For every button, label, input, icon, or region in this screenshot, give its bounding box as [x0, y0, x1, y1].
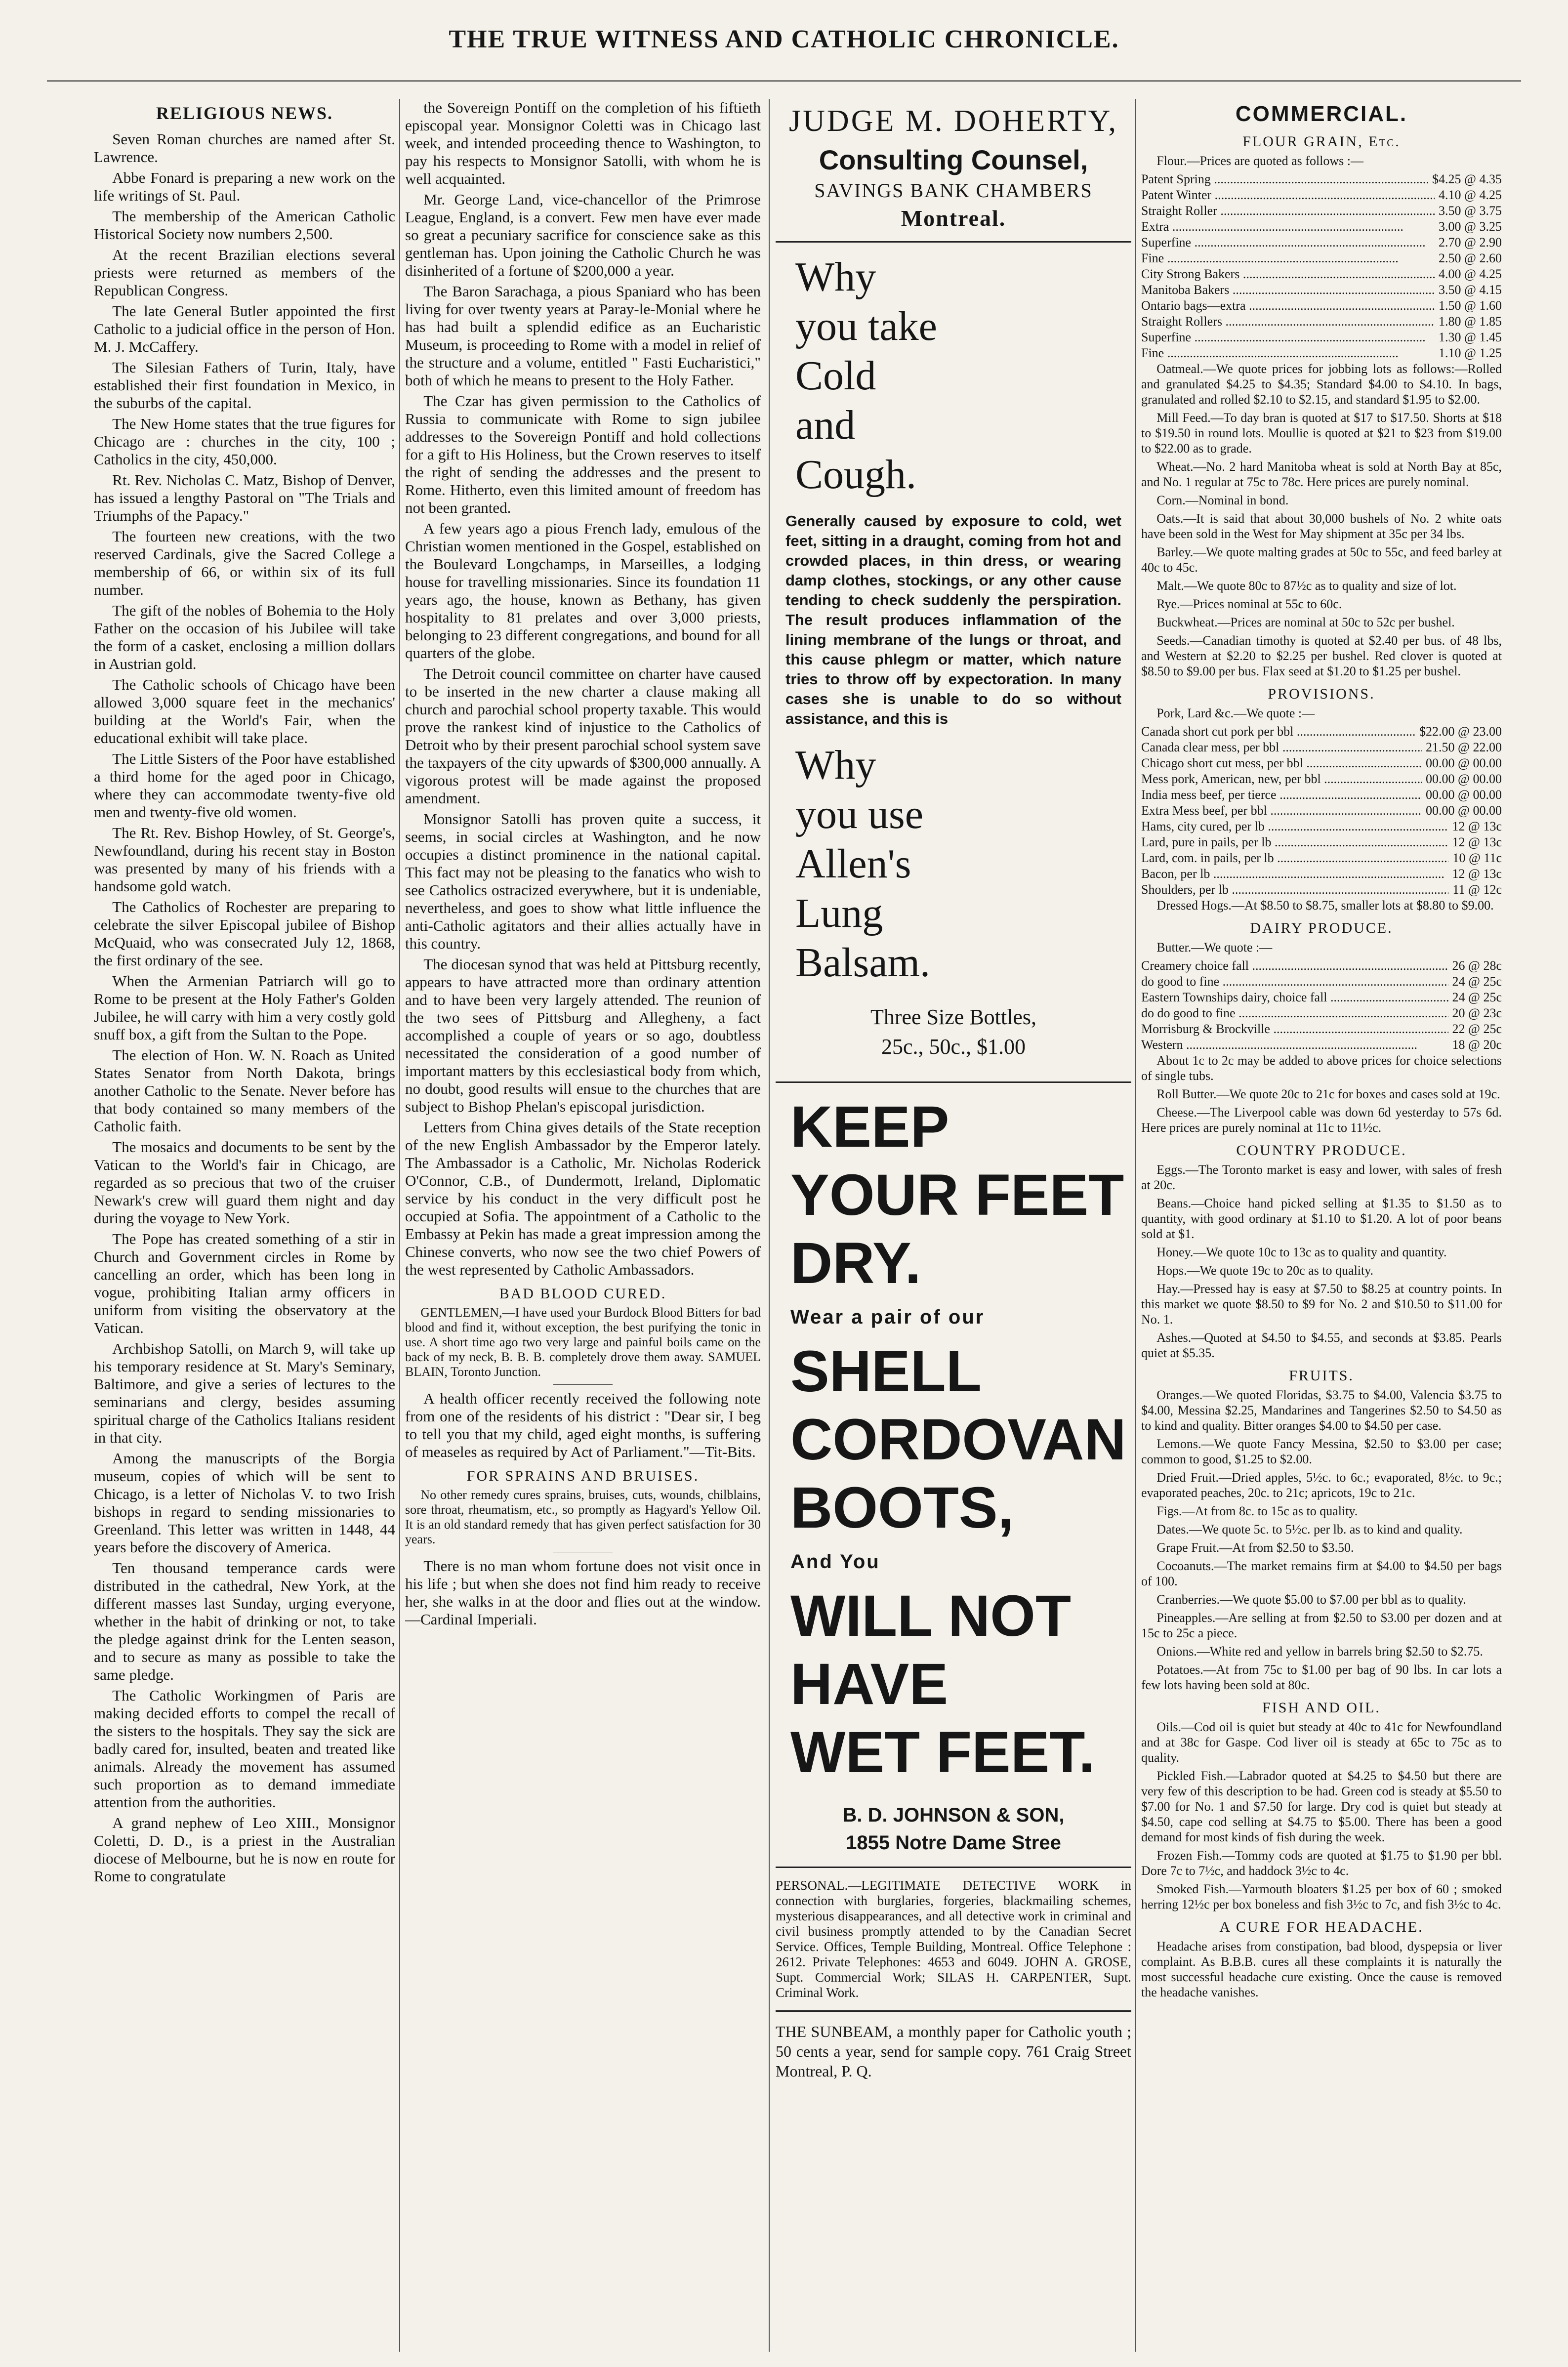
keep-line: KEEP	[790, 1094, 949, 1160]
ad-divider	[776, 1867, 1131, 1868]
provisions-price-row	[1141, 724, 1502, 740]
why-line: Why	[795, 742, 876, 788]
flour-price-row	[1141, 235, 1502, 250]
market-report: Buckwheat.—Prices are nominal at 50c to 52c per bushel.	[1156, 615, 1455, 629]
flour-price-row	[1141, 266, 1502, 282]
why-line: Cough.	[795, 452, 917, 498]
news-item: The Catholic schools of Chicago have been allowed 3,000 square feet in the mechanics' building at the World's Fair, when the educational exhibit will take place.	[94, 676, 395, 747]
news-item: Mr. George Land, vice-chancellor of the Primrose League, England, is a convert. Few men have ever made so great a pecuniary sacrifice for conscience sake as this gentleman has. Upon joining the Catholic Church he was disinherited of a fortune of $200,000 a year.	[405, 191, 761, 279]
item-name: Fine .....	[1141, 250, 1435, 266]
market-report: Figs.—At from 8c. to 15c as to quality.	[1156, 1504, 1358, 1518]
item-name: Superfine .....	[1141, 235, 1435, 250]
flour-price-row	[1141, 219, 1502, 235]
doherty-city: Montreal.	[901, 206, 1006, 231]
lung-balsam-body: Generally caused by exposure to cold, wet feet, sitting in a draught, coming from hot and crowded places, in thin dress, or wearing damp clothes, stockings, or any other cause tending to check suddenly the perspiration. The result produces inflammation of the lining membrane of the lungs or throat, and this cause phlegm or matter, which nature tries to throw off by expectoration. In many cases she is unable to do so without assistance, and this is	[785, 512, 1121, 727]
doherty-ad	[776, 104, 1131, 231]
market-report: Ashes.—Quoted at $4.50 to $4.55, and seconds at $3.85. Pearls quiet at $5.35.	[1141, 1330, 1502, 1360]
fruits-heading: FRUITS.	[1289, 1368, 1354, 1384]
news-item: The Little Sisters of the Poor have established a third home for the aged poor in Chicago, where they can accommodate twenty-five old men and twenty-five old women.	[94, 750, 395, 821]
provisions-price-row	[1141, 819, 1502, 834]
provisions-heading: PROVISIONS.	[1268, 686, 1375, 702]
item-name: Extra Mess beef, per bbl .....	[1141, 803, 1422, 819]
item-name: India mess beef, per tierce .....	[1141, 787, 1422, 803]
country-produce-heading: COUNTRY PRODUCE.	[1236, 1142, 1407, 1159]
provisions-intro: Pork, Lard &c.—We quote :—	[1156, 706, 1315, 720]
sprains-text: No other remedy cures sprains, bruises, cuts, wounds, chilblains, sore throat, rheumatism, etc., so promptly as Hagyard's Yellow Oil. It is an old standard remedy that has given perfect satisfaction for 30 years.	[405, 1488, 761, 1546]
lung-balsam-ad	[776, 252, 1131, 1062]
flour-price-row	[1141, 171, 1502, 187]
item-name: Canada short cut pork per bbl .....	[1141, 724, 1415, 740]
item-price: 3.50 @ 4.15	[1439, 283, 1502, 297]
column-divider	[1135, 99, 1136, 2352]
provisions-price-row	[1141, 834, 1502, 850]
news-item: Letters from China gives details of the State reception of the new English Ambassador by the Emperor lately. The Ambassador is a Catholic, Mr. Nicholas Roderick O'Connor, C.B., of Dundermott, Ireland, Diplomatic service by his conduct in the very difficult post he occupied at Sofia. The appointment of a Catholic to the Embassy at Pekin has made a great impression among the Chinese converts, who now see the two chief Powers of the west represented by Catholic Ambassadors.	[405, 1119, 761, 1278]
item-price: 1.80 @ 1.85	[1439, 314, 1502, 329]
bad-blood-text: GENTLEMEN,—I have used your Burdock Blood Bitters for bad blood and find it, without exception, the best purifying the tonic in use. A short time ago two very large and painful boils came on the back of my neck, B. B. B. completely drove them away. SAMUEL BLAIN, Toronto Junction.	[405, 1305, 761, 1379]
dressed-hogs: Dressed Hogs.—At $8.50 to $8.75, smaller lots at $8.80 to $9.00.	[1156, 898, 1494, 913]
market-report: Pineapples.—Are selling at from $2.50 to $3.00 per dozen and at 15c to 25c a piece.	[1141, 1611, 1502, 1640]
market-report: Potatoes.—At from 75c to $1.00 per bag of 90 lbs. In car lots a few lots having been sold at 80c.	[1141, 1662, 1502, 1692]
market-report: Seeds.—Canadian timothy is quoted at $2.40 per bus. of 48 lbs, and Western at $2.20 to $2.25 per bushel. Red clover is quoted at $8.50 to $9.00 per bus. Flax seed at $1.20 to $1.25 per bushel.	[1141, 633, 1502, 678]
item-name: Bacon, per lb .....	[1141, 866, 1448, 882]
item-name: Fine .....	[1141, 345, 1435, 361]
item-price: 11 @ 12c	[1452, 882, 1502, 897]
why-line: Cold	[795, 353, 876, 399]
market-report: Onions.—White red and yellow in barrels bring $2.50 to $2.75.	[1156, 1644, 1483, 1659]
news-item: Abbe Fonard is preparing a new work on the life writings of St. Paul.	[94, 169, 395, 204]
news-item: Among the manuscripts of the Borgia museum, copies of which will be sent to Chicago, is a letter of Nicholas V. to two Irish bishops in regard to sending missionaries to Greenland. This letter was written in 1448, 44 years before the discovery of America.	[94, 1450, 395, 1556]
brand-line: BOOTS,	[790, 1475, 1014, 1540]
provisions-price-row	[1141, 787, 1502, 803]
market-report: Oranges.—We quoted Floridas, $3.75 to $4.00, Valencia $3.75 to $4.00, Messina $2.25, Mandarines and Tangerines $2.50 to $4.50 as to kind and quality. Bitter oranges $4.00 to $4.50 per case.	[1141, 1388, 1502, 1433]
dairy-price-row	[1141, 1037, 1502, 1053]
masthead	[0, 25, 1568, 79]
why-line: Balsam.	[795, 940, 930, 986]
flour-price-row	[1141, 298, 1502, 314]
market-report: Lemons.—We quote Fancy Messina, $2.50 to $3.00 per case; common to good, $1.25 to $2.00.	[1141, 1437, 1502, 1466]
news-item: The late General Butler appointed the first Catholic to a judicial office in the person of Hon. M. J. McCaffery.	[94, 302, 395, 355]
news-items	[405, 99, 761, 1279]
news-continued-column	[405, 99, 761, 2352]
why-cold-heading	[776, 252, 1131, 499]
news-item: The membership of the American Catholic Historical Society now numbers 2,500.	[94, 208, 395, 243]
market-report: Pickled Fish.—Labrador quoted at $4.25 to $4.50 but there are very few of this description to be had. Green cod is steady at $5.50 to $7.00 for No. 1 and $7.50 for large. Dry cod is quiet but steady at $4.50, cape cod selling at $4.75 to $5.00. There has been a good demand for most kinds of fish during the week.	[1141, 1769, 1502, 1844]
item-name: Chicago short cut mess, per bbl .....	[1141, 755, 1422, 771]
keep-feet-dry	[776, 1093, 1131, 1297]
flour-price-row	[1141, 250, 1502, 266]
fortune-quote: There is no man whom fortune does not visit once in his life ; but when she does not find him ready to receive her, she walks in at the door and flies out at the window.—Cardinal Imperiali.	[405, 1557, 761, 1628]
news-item: The Catholics of Rochester are preparing to celebrate the silver Episcopal jubilee of Bishop McQuaid, who was consecrated July 12, 1868, the first ordinary of the see.	[94, 898, 395, 969]
item-name: do do good to fine .....	[1141, 1005, 1448, 1021]
sprains-heading: FOR SPRAINS AND BRUISES.	[466, 1468, 700, 1484]
newspaper-title: THE TRUE WITNESS AND CATHOLIC CHRONICLE.	[449, 25, 1119, 53]
dairy-price-row	[1141, 1021, 1502, 1037]
item-price: 12 @ 13c	[1452, 835, 1502, 849]
provisions-price-row	[1141, 850, 1502, 866]
cordovan-boots-ad	[776, 1093, 1131, 1857]
doherty-title: Consulting Counsel,	[819, 144, 1088, 175]
item-price: 24 @ 25c	[1452, 990, 1502, 1004]
market-report: Roll Butter.—We quote 20c to 21c for boxes and cases sold at 19c.	[1156, 1087, 1500, 1101]
item-name: Lard, com. in pails, per lb .....	[1141, 850, 1448, 866]
item-price: 1.50 @ 1.60	[1439, 298, 1502, 313]
detective-notice: PERSONAL.—LEGITIMATE DETECTIVE WORK in connection with burglaries, forgeries, blackmailing schemes, mysterious disappearances, and all detective work in criminal and civil business promptly attended to by the Canadian Secret Service. Offices, Temple Building, Montreal. Office Telephone : 2612. Private Telephones: 4653 and 6049. JOHN A. GROSE, Supt. Commercial Work; SILAS H. CARPENTER, Supt. Criminal Work.	[776, 1878, 1131, 2000]
market-report: Eggs.—The Toronto market is easy and lower, with sales of fresh at 20c.	[1141, 1163, 1502, 1192]
item-name: Western .....	[1141, 1037, 1448, 1053]
keep-line: YOUR FEET	[790, 1163, 1124, 1228]
item-name: do good to fine .....	[1141, 974, 1448, 990]
provisions-price-row	[1141, 755, 1502, 771]
item-name: Morrisburg & Brockville .....	[1141, 1021, 1448, 1037]
news-item: At the recent Brazilian elections several priests were returned as members of the Republican Congress.	[94, 246, 395, 299]
bottle-sizes: Three Size Bottles,	[870, 1005, 1036, 1029]
sunbeam-notice: THE SUNBEAM, a monthly paper for Catholic youth ; 50 cents a year, send for sample copy. 761 Craig Street Montreal, P. Q.	[776, 2023, 1131, 2080]
news-item: The mosaics and documents to be sent by the Vatican to the World's fair in Chicago, are regarded as so precious that two of the cruiser Newark's crew will guard them night and day during the voyage to New York.	[94, 1138, 395, 1227]
provisions-price-row	[1141, 740, 1502, 755]
news-item: Rt. Rev. Nicholas C. Matz, Bishop of Denver, has issued a lengthy Pastoral on "The Trials and Triumphs of the Papacy."	[94, 471, 395, 524]
will-line: WILL NOT	[790, 1583, 1072, 1649]
market-report: Smoked Fish.—Yarmouth bloaters $1.25 per box of 60 ; smoked herring 12½c per box boneless and fish 3½c to 7c, and fish 3½c to 4c.	[1141, 1882, 1502, 1911]
item-price: 2.70 @ 2.90	[1439, 235, 1502, 249]
dairy-price-row	[1141, 1005, 1502, 1021]
market-report: Beans.—Choice hand picked selling at $1.35 to $1.50 as to quantity, with good ordinary at $1.10 to $1.20. A lot of poor beans sold at $1.	[1141, 1196, 1502, 1241]
market-report: Rye.—Prices nominal at 55c to 60c.	[1156, 597, 1342, 611]
item-price: 00.00 @ 00.00	[1426, 772, 1502, 786]
market-report: Honey.—We quote 10c to 13c as to quality and quantity.	[1156, 1245, 1447, 1259]
item-price: 21.50 @ 22.00	[1426, 740, 1502, 754]
flour-price-row	[1141, 314, 1502, 330]
bottle-prices: 25c., 50c., $1.00	[881, 1035, 1026, 1059]
flour-heading: FLOUR GRAIN, Etc.	[1242, 133, 1401, 150]
item-price: 10 @ 11c	[1452, 851, 1502, 865]
market-report: Mill Feed.—To day bran is quoted at $17 to $17.50. Shorts at $18 to $19.50 in round lots. Moullie is quoted at $21 to $23 from $19.00 to $22.00 as to grade.	[1141, 411, 1502, 456]
why-line: and	[795, 402, 856, 448]
item-price: 1.30 @ 1.45	[1439, 330, 1502, 344]
news-item: Seven Roman churches are named after St. Lawrence.	[94, 130, 395, 166]
headache-heading: A CURE FOR HEADACHE.	[1219, 1919, 1424, 1935]
flour-price-row	[1141, 203, 1502, 219]
item-price: 18 @ 20c	[1452, 1038, 1502, 1052]
item-price: 00.00 @ 00.00	[1426, 756, 1502, 770]
fish-oil-heading: FISH AND OIL.	[1262, 1700, 1381, 1716]
country-produce-reports	[1141, 1162, 1502, 1361]
brand-line: CORDOVAN	[790, 1407, 1126, 1472]
news-item: Archbishop Satolli, on March 9, will take up his temporary residence at St. Mary's Seminary, Baltimore, and give a series of lectures to the seminarians and clergy, besides assuming spiritual charge of the Catholics Italians resident in that city.	[94, 1340, 395, 1446]
and-you: And You	[790, 1551, 880, 1573]
news-item: The gift of the nobles of Bohemia to the Holy Father on the occasion of his Jubilee will take the form of a casket, enclosing a million dollars in Austrian gold.	[94, 602, 395, 672]
health-officer-item: A health officer recently received the following note from one of the residents of his district : "Dear sir, I beg to tell you that my child, aged eight months, is suffering of measeles as required by Act of Parliament."—Tit-Bits.	[405, 1390, 761, 1460]
divider	[553, 1384, 613, 1385]
dairy-price-table	[1141, 958, 1502, 1053]
ad-divider	[776, 1081, 1131, 1083]
news-item: Ten thousand temperance cards were distributed in the cathedral, New York, at the different masses last Sunday, urging everyone, whether in the habit of drinking or not, to take the pledge against drink for the Lenten season, and to secure as many as possible to take the same pledge.	[94, 1559, 395, 1683]
dairy-heading: DAIRY PRODUCE.	[1250, 920, 1393, 936]
ad-divider	[776, 241, 1131, 243]
item-name: Straight Roller .....	[1141, 203, 1435, 219]
news-item: the Sovereign Pontiff on the completion of his fiftieth episcopal year. Monsignor Coletti was in Chicago last week, and intended proceeding thence to Washington, to pay his respects to Monsignor Satolli, with whom he is well acquainted.	[405, 99, 761, 187]
news-item: The Pope has created something of a stir in Church and Government circles in Rome by cancelling an order, which has been long in vogue, prohibiting Italian army officers in uniform from visiting the observatory at the Vatican.	[94, 1230, 395, 1336]
news-item: The Czar has given permission to the Catholics of Russia to communicate with Rome to sign jubilee addresses to the Sovereign Pontiff and hold collections for a gift to His Holiness, but the Crown reserves to itself the right of sending the addresses and the present to Rome. Hitherto, even this limited amount of freedom has not been granted.	[405, 392, 761, 516]
news-item: The Catholic Workingmen of Paris are making decided efforts to compel the recall of the sisters to the hospitals. They say the sick are badly cared for, insulted, beaten and treated like animals. Already the movement has assumed such proportion as to demand immediate attention from the authorities.	[94, 1687, 395, 1811]
item-name: Superfine .....	[1141, 330, 1435, 345]
dairy-price-row	[1141, 974, 1502, 990]
market-report: Oils.—Cod oil is quiet but steady at 40c to 41c for Newfoundland and at 38c for Gaspe. Cod liver oil is steady at 65c to 75c as to quality.	[1141, 1720, 1502, 1765]
brand-line: SHELL	[790, 1339, 982, 1404]
item-price: 22 @ 25c	[1452, 1022, 1502, 1036]
why-use-heading	[776, 741, 1131, 988]
will-line: WET FEET.	[790, 1720, 1095, 1785]
market-report: Wheat.—No. 2 hard Manitoba wheat is sold at North Bay at 85c, and No. 1 regular at 75c to 78c. Here prices are purely nominal.	[1141, 459, 1502, 489]
grain-reports	[1141, 361, 1502, 679]
news-item: The New Home states that the true figures for Chicago are : churches in the city, 100 ; Catholics in the city, 450,000.	[94, 415, 395, 468]
why-line: you use	[795, 791, 923, 837]
item-name: Patent Winter .....	[1141, 187, 1435, 203]
market-report: Cranberries.—We quote $5.00 to $7.00 per bbl as to quality.	[1156, 1592, 1466, 1607]
flour-intro: Flour.—Prices are quoted as follows :—	[1156, 154, 1364, 168]
will-line: HAVE	[790, 1652, 949, 1717]
advertisements-column	[776, 99, 1131, 2352]
item-price: 12 @ 13c	[1452, 867, 1502, 881]
provisions-price-row	[1141, 771, 1502, 787]
item-price: 20 @ 23c	[1452, 1006, 1502, 1020]
item-price: 26 @ 28c	[1452, 958, 1502, 973]
why-line: you take	[795, 303, 937, 349]
item-name: Eastern Townships dairy, choice fall .....	[1141, 990, 1448, 1005]
commercial-heading: COMMERCIAL.	[1235, 102, 1408, 126]
market-report: Oatmeal.—We quote prices for jobbing lots as follows:—Rolled and granulated $4.25 to $4.35; Standard $4.00 to $4.10. In bags, granulated and rolled $2.10 to $2.15, and standard $1.95 to $2.00.	[1141, 362, 1502, 407]
wear-pair: Wear a pair of our	[790, 1306, 985, 1328]
flour-price-row	[1141, 187, 1502, 203]
column-divider	[399, 99, 400, 2352]
item-price: 1.10 @ 1.25	[1439, 346, 1502, 360]
market-report: Dates.—We quote 5c. to 5½c. per lb. as to kind and quality.	[1156, 1522, 1463, 1536]
market-report: Hay.—Pressed hay is easy at $7.50 to $8.25 at country points. In this market we quote $8.50 to $9 for No. 2 and $10.50 to $11.00 for No. 1.	[1141, 1282, 1502, 1327]
news-item: The Rt. Rev. Bishop Howley, of St. George's, Newfoundland, during his recent stay in Boston was presented by many of his friends with a handsome gold watch.	[94, 824, 395, 895]
news-item: The diocesan synod that was held at Pittsburg recently, appears to have attracted more than ordinary attention and to have been very largely attended. The reunion of the two sees of Pittsburg and Allegheny, a fact accomplished a couple of years or so ago, doubtless necessitated the consideration of a good number of important matters by this ecclesiastical body from which, no doubt, good results will ensue to the churches that are subject to Bishop Phelan's episcopal jurisdiction.	[405, 955, 761, 1115]
dairy-reports	[1141, 1053, 1502, 1135]
commercial-column	[1141, 99, 1502, 2352]
item-price: $22.00 @ 23.00	[1419, 724, 1502, 739]
religious-news-column	[94, 99, 395, 2352]
dairy-intro: Butter.—We quote :—	[1156, 940, 1273, 955]
news-item: The fourteen new creations, with the two reserved Cardinals, give the Sacred College a membership of 66, or within six of its full number.	[94, 528, 395, 598]
market-report: Corn.—Nominal in bond.	[1156, 493, 1289, 507]
item-name: Shoulders, per lb .....	[1141, 882, 1448, 898]
religious-news-heading: RELIGIOUS NEWS.	[156, 103, 333, 123]
market-report: Cheese.—The Liverpool cable was down 6d yesterday to 57s 6d. Here prices are purely nominal at 11c to 11½c.	[1141, 1105, 1502, 1135]
dairy-price-row	[1141, 958, 1502, 974]
flour-price-table	[1141, 171, 1502, 361]
news-item: A few years ago a pious French lady, emulous of the Christian women mentioned in the Gospel, established on the Boulevard Longchamps, in Marseilles, a lodging house for travelling missionaries. Since its foundation 11 years ago, the house, known as Bethany, has given hospitality to 81 prelates and over 3,000 priests, belonging to 23 different congregations, and bound for all quarters of the globe.	[405, 520, 761, 662]
item-price: 12 @ 13c	[1452, 819, 1502, 833]
news-item: When the Armenian Patriarch will go to Rome to be present at the Holy Father's Golden Jubilee, he will carry with him a very costly gold snuff box, a gift from the Sultan to the Pope.	[94, 972, 395, 1043]
item-price: 2.50 @ 2.60	[1439, 251, 1502, 265]
doherty-office: SAVINGS BANK CHAMBERS	[814, 179, 1093, 202]
provisions-price-row	[1141, 882, 1502, 898]
market-report: Cocoanuts.—The market remains firm at $4.00 to $4.50 per bags of 100.	[1141, 1559, 1502, 1588]
provisions-price-row	[1141, 803, 1502, 819]
market-report: Oats.—It is said that about 30,000 bushels of No. 2 white oats have been sold in the West for May shipment at 35c per 34 lbs.	[1141, 511, 1502, 541]
headache-text: Headache arises from constipation, bad blood, dyspepsia or liver complaint. As B.B.B. cures all these complaints it is naturally the most successful headache cure existing. Once the cause is removed the headache vanishes.	[1141, 1939, 1502, 1999]
item-name: Lard, pure in pails, per lb .....	[1141, 834, 1448, 850]
market-report: Hops.—We quote 19c to 20c as to quality.	[1156, 1263, 1374, 1278]
market-report: Barley.—We quote malting grades at 50c to 55c, and feed barley at 40c to 45c.	[1141, 545, 1502, 575]
item-price: 4.10 @ 4.25	[1439, 188, 1502, 202]
doherty-name: JUDGE M. DOHERTY,	[789, 104, 1118, 138]
religious-news-items	[94, 130, 395, 1885]
news-item: The Silesian Fathers of Turin, Italy, have established their first foundation in Mexico, in the suburbs of the capital.	[94, 359, 395, 412]
item-name: Hams, city cured, per lb .....	[1141, 819, 1448, 834]
item-price: 00.00 @ 00.00	[1426, 788, 1502, 802]
news-item: A grand nephew of Leo XIII., Monsignor Coletti, D. D., is a priest in the Australian diocese of Melbourne, but he is now en route for Rome to congratulate	[94, 1814, 395, 1885]
flour-price-row	[1141, 330, 1502, 345]
column-divider	[769, 99, 770, 2352]
flour-price-row	[1141, 345, 1502, 361]
dairy-price-row	[1141, 990, 1502, 1005]
why-line: Lung	[795, 890, 883, 936]
bad-blood-heading: BAD BLOOD CURED.	[499, 1286, 667, 1302]
item-price: 3.50 @ 3.75	[1439, 204, 1502, 218]
ad-divider	[776, 2010, 1131, 2012]
firm-name: B. D. JOHNSON & SON,	[842, 1804, 1065, 1826]
item-price: 3.00 @ 3.25	[1439, 219, 1502, 234]
news-item: The Baron Sarachaga, a pious Spaniard who has been living for over twenty years at Paray-le-Monial where he has had built a splendid edifice as an Eucharistic Museum, is proceeding to Rome with a model in relief of the structure and a volume, entitled " Fasti Eucharistici," both of which he means to present to the Holy Father.	[405, 283, 761, 389]
market-report: Dried Fruit.—Dried apples, 5½c. to 6c.; evaporated, 8½c. to 9c.; evaporated peaches, 20c. to 21c; apricots, 19c to 21c.	[1141, 1470, 1502, 1500]
news-item: The Detroit council committee on charter have caused to be inserted in the new charter a clause making all church and parochial school property taxable. This would prove the rankest kind of injustice to the Catholics of Detroit who by their present parochial school system save the taxpayers of the city upwards of $300,000 annually. A vigorous protest will be made against the proposed amendment.	[405, 665, 761, 807]
boot-brand	[776, 1337, 1131, 1542]
firm-address: 1855 Notre Dame Stree	[846, 1832, 1061, 1854]
item-name: Extra .....	[1141, 219, 1435, 235]
keep-line: DRY.	[790, 1231, 921, 1296]
item-price: 4.00 @ 4.25	[1439, 267, 1502, 281]
provisions-price-row	[1141, 866, 1502, 882]
why-line: Allen's	[795, 841, 911, 887]
market-report: Grape Fruit.—At from $2.50 to $3.50.	[1156, 1540, 1354, 1555]
item-price: $4.25 @ 4.35	[1432, 172, 1502, 186]
flour-price-row	[1141, 282, 1502, 298]
item-name: Ontario bags—extra .....	[1141, 298, 1435, 314]
will-not-have-wet-feet	[776, 1582, 1131, 1786]
fruit-reports	[1141, 1387, 1502, 1693]
item-price: 00.00 @ 00.00	[1426, 803, 1502, 818]
news-item: Monsignor Satolli has proven quite a success, it seems, in social circles at Washington, and he now occupies a distinct prominence in the national capital. This fact may not be pleasing to the fanatics who wish to see Catholics ostracized everywhere, but it is undeniable, nevertheless, and goes to show what little influence the anti-Catholic agitators and their allies actually have in this country.	[405, 810, 761, 952]
why-line: Why	[795, 254, 876, 300]
market-report: About 1c to 2c may be added to above prices for choice selections of single tubs.	[1141, 1053, 1502, 1083]
fish-oil-reports	[1141, 1719, 1502, 1912]
item-name: Creamery choice fall .....	[1141, 958, 1448, 974]
market-report: Malt.—We quote 80c to 87½c as to quality and size of lot.	[1156, 579, 1457, 593]
item-name: Canada clear mess, per bbl .....	[1141, 740, 1422, 755]
masthead-rule	[47, 80, 1521, 82]
market-report: Frozen Fish.—Tommy cods are quoted at $1.75 to $1.90 per bbl. Dore 7c to 7½c, and haddock 3½c to 4c.	[1141, 1848, 1502, 1878]
item-name: Mess pork, American, new, per bbl .....	[1141, 771, 1422, 787]
item-name: Manitoba Bakers .....	[1141, 282, 1435, 298]
item-name: Straight Rollers .....	[1141, 314, 1435, 330]
item-name: City Strong Bakers .....	[1141, 266, 1435, 282]
news-item: The election of Hon. W. N. Roach as United States Senator from North Dakota, brings another Catholic to the Senate. Never before has that body contained so many members of the Catholic faith.	[94, 1046, 395, 1135]
item-name: Patent Spring .....	[1141, 171, 1428, 187]
item-price: 24 @ 25c	[1452, 974, 1502, 989]
provisions-price-table	[1141, 724, 1502, 898]
